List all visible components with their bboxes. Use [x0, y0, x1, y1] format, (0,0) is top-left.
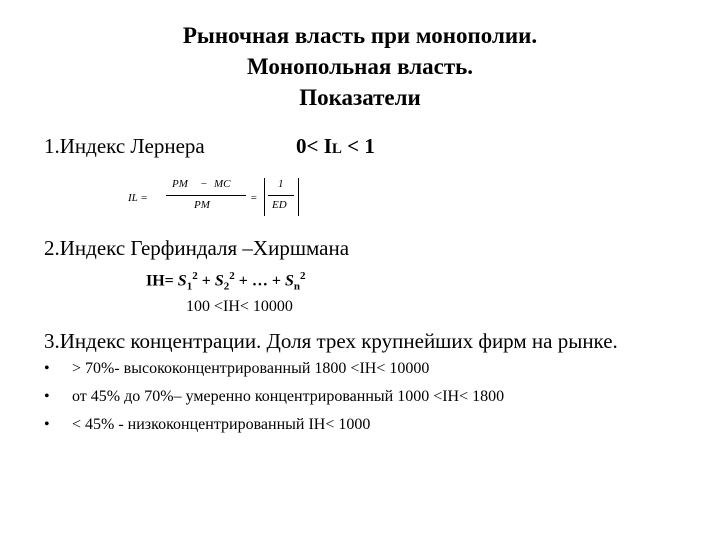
hh-lhs: IH: [146, 272, 165, 290]
formula-fraction-bar: [166, 195, 246, 196]
title-line-3: Показатели: [299, 85, 421, 110]
formula-abs-bar-left: [264, 178, 265, 216]
formula-eq: =: [250, 192, 258, 204]
formula-den: PM: [194, 199, 210, 211]
hh-s1-sub: 1: [186, 280, 193, 293]
hh-s2-sub: 2: [223, 280, 230, 293]
hh-dots: + … +: [234, 272, 285, 290]
hh-s1-sup: 2: [192, 270, 198, 282]
title-line-2: Монопольная власть.: [246, 54, 474, 79]
lerner-formula: [128, 176, 308, 220]
formula-frac-num: 1: [278, 178, 284, 190]
bullet-icon: •: [44, 360, 50, 377]
lerner-index-label: 1.Индекс Лернера: [44, 134, 205, 158]
hh-s1: S: [177, 272, 187, 290]
list-item-text: < 45% - низкоконцентрированный IH< 1000: [72, 416, 371, 433]
list-item-text: > 70%- высококонцентрированный 1800 <IH< 10000: [72, 360, 430, 377]
formula-abs-bar-right: [298, 178, 299, 216]
hh-s2: S: [214, 272, 224, 290]
lerner-range-right: < 1: [347, 134, 375, 158]
herfindahl-range: 100 <IH< 10000: [186, 298, 293, 315]
hh-sn-sup: 2: [300, 270, 306, 282]
formula-num-a: PM: [172, 178, 188, 190]
lerner-range-sub: L: [331, 141, 342, 157]
herfindahl-formula: [146, 270, 306, 293]
formula-minus: −: [200, 178, 208, 190]
hh-eq: =: [164, 272, 178, 290]
formula-lhs: IL =: [128, 192, 148, 204]
slide-title: [0, 20, 720, 113]
hh-s2-sup: 2: [229, 270, 235, 282]
lerner-range-symbol: I: [323, 134, 332, 158]
concentration-index-label: 3.Индекс концентрации. Доля трех крупнейших фирм на рынке.: [44, 329, 618, 353]
formula-frac-bar: [268, 195, 294, 196]
formula-num-b: MC: [214, 178, 231, 190]
lerner-index-range: [296, 134, 375, 159]
title-line-1: Рыночная власть при монополии.: [182, 23, 538, 48]
formula-frac-den: ED: [272, 199, 287, 211]
hh-plus1: +: [197, 272, 215, 290]
hh-sn-sub: n: [293, 280, 300, 293]
lerner-range-left: 0<: [296, 134, 319, 158]
bullet-icon: •: [44, 416, 50, 433]
list-item-text: от 45% до 70%– умеренно концентрированный 1000 <IH< 1800: [72, 388, 505, 405]
herfindahl-index-label: 2.Индекс Герфиндаля –Хиршмана: [44, 236, 350, 260]
bullet-icon: •: [44, 388, 50, 405]
hh-sn: S: [284, 272, 294, 290]
